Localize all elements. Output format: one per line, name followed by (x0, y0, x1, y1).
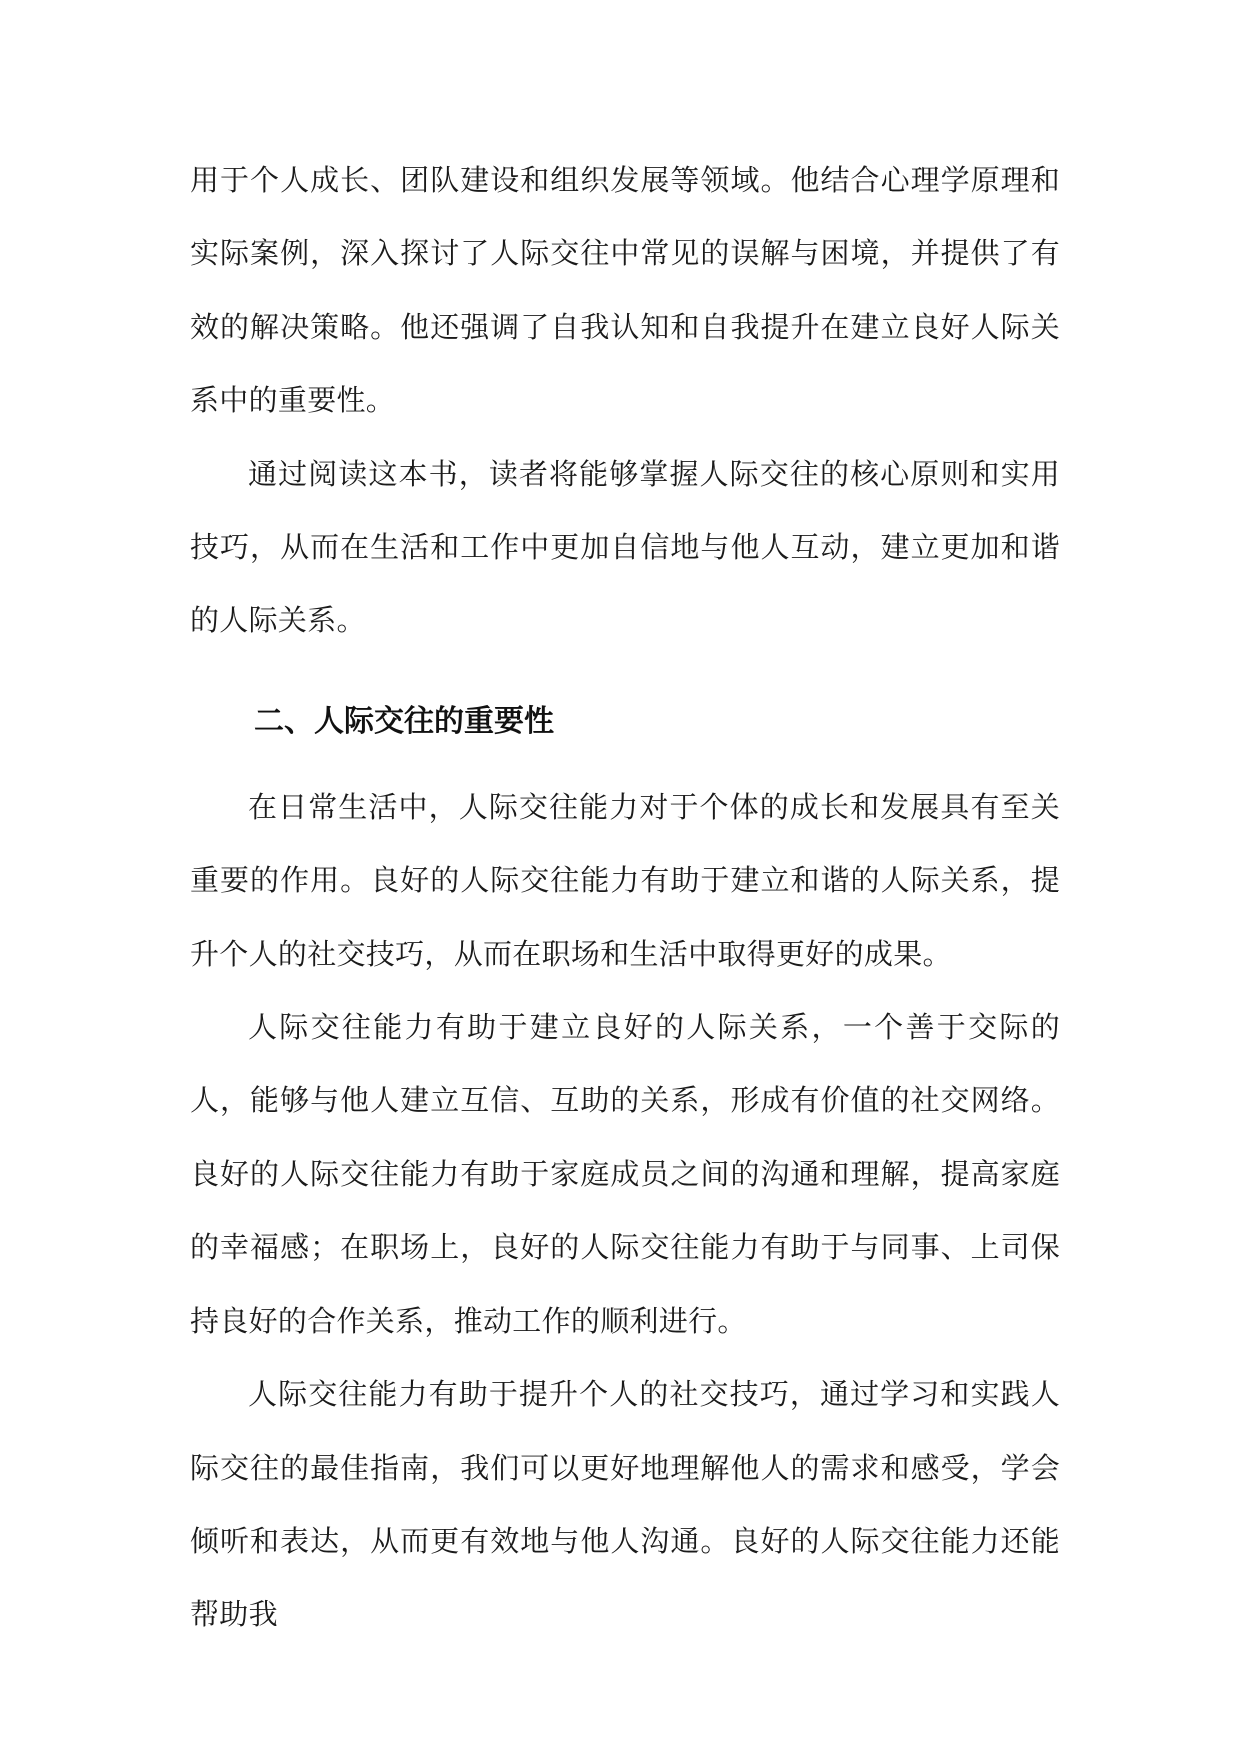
paragraph-book-summary: 通过阅读这本书，读者将能够掌握人际交往的核心原则和实用技巧，从而在生活和工作中更加自信地与他人互动，建立更加和谐的人际关系。 (190, 456, 1060, 638)
paragraph-social-skills: 人际交往能力有助于提升个人的社交技巧，通过学习和实践人际交往的最佳指南，我们可以更好地理解他人的需求和感受，学会倾听和表达，从而更有效地与他人沟通。良好的人际交往能力还能帮助我 (190, 1377, 1060, 1632)
paragraph-relationships: 人际交往能力有助于建立良好的人际关系，一个善于交际的人，能够与他人建立互信、互助的关系，形成有价值的社交网络。良好的人际交往能力有助于家庭成员之间的沟通和理解，提高家庭的幸福感；在职场上，良好的人际交往能力有助于与同事、上司保持良好的合作关系，推动工作的顺利进行。 (190, 1010, 1060, 1338)
paragraph-importance-intro: 在日常生活中，人际交往能力对于个体的成长和发展具有至关重要的作用。良好的人际交往能力有助于建立和谐的人际关系，提升个人的社交技巧，从而在职场和生活中取得更好的成果。 (190, 789, 1060, 971)
paragraph-continuation: 用于个人成长、团队建设和组织发展等领域。他结合心理学原理和实际案例，深入探讨了人际交往中常见的误解与困境，并提供了有效的解决策略。他还强调了自我认知和自我提升在建立良好人际关系中的重要性。 (190, 163, 1060, 418)
document-body (190, 144, 1060, 1652)
section-heading: 二、人际交往的重要性 (254, 703, 554, 739)
